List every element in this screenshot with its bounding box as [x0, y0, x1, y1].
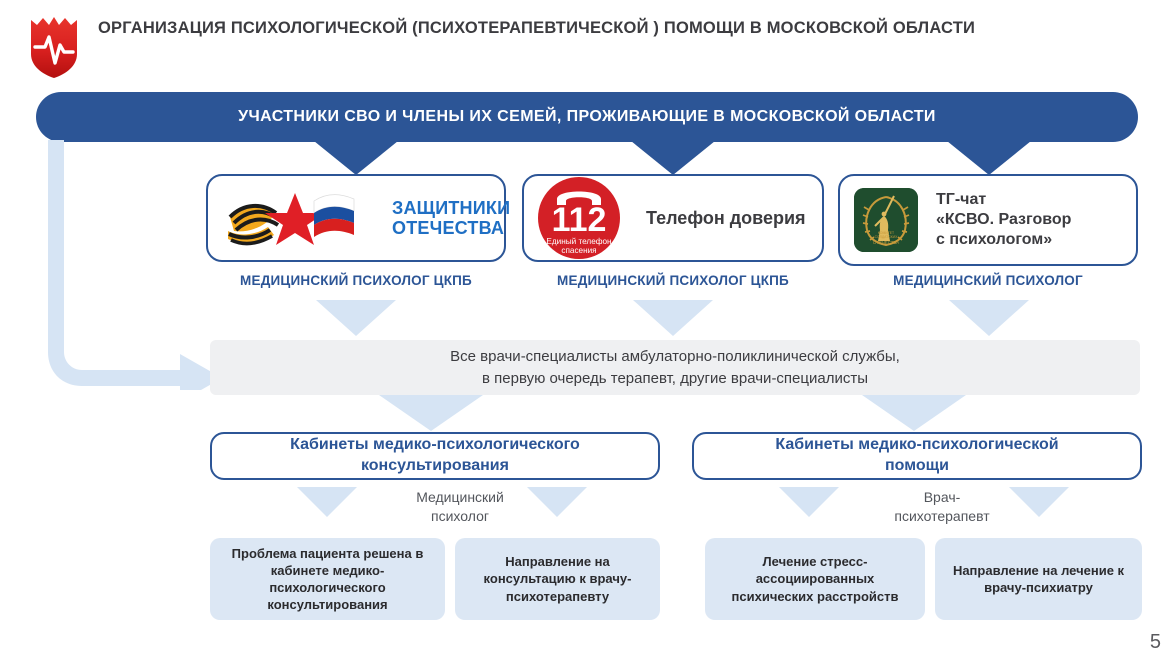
card-3-label: [936, 190, 1071, 250]
card-tg-chat-ksvo[interactable]: [838, 174, 1138, 266]
grey-band-line1: Все врачи-специалисты амбулаторно-поликлинической службы,: [450, 347, 900, 365]
branch-1-role-line2: психолог: [431, 507, 489, 524]
branch-1-box-text: [290, 435, 580, 477]
svg-text:КОМИТЕТ: КОМИТЕТ: [877, 231, 895, 235]
shield-heartbeat-icon: [28, 14, 80, 80]
card-1-label-line1: ЗАЩИТНИКИ: [392, 197, 511, 218]
svg-text:ОТЕЧЕСТВА: ОТЕЧЕСТВА: [872, 240, 900, 245]
branch-1-right-arrow-icon: [527, 487, 587, 517]
zashchitniki-otechestva-logo: [222, 187, 392, 249]
caption-card-2: МЕДИЦИНСКИЙ ПСИХОЛОГ ЦКПБ: [557, 273, 789, 288]
branch-1-role-label: [390, 488, 530, 526]
112-emergency-phone-icon: [536, 175, 622, 261]
card-1-label-line2: ОТЕЧЕСТВА: [392, 218, 505, 238]
112-number: 112: [551, 201, 607, 239]
branch-2-outcome-1: [705, 538, 925, 620]
branch-1-outcome-2: [455, 538, 660, 620]
slide-header: [28, 14, 1158, 80]
branch-1-box[interactable]: [210, 432, 660, 480]
branch-2-outcome-2: [935, 538, 1142, 620]
svg-text:СОЛДАТСКИХ: СОЛДАТСКИХ: [874, 235, 898, 239]
banner-arrow-3-icon: [947, 141, 1031, 175]
card-3-label-line2: «КСВО. Разговор: [936, 210, 1072, 228]
card-telefon-doveriya[interactable]: [522, 174, 824, 262]
branch-2-outcome-2-text: Направление на лечение к врачу-психиатру: [952, 562, 1125, 595]
card-3-down-arrow-icon: [949, 300, 1029, 336]
branch-2-role-line1: Врач-: [923, 489, 961, 505]
grey-band-all-specialists: [210, 340, 1140, 395]
grey-band-line2: в первую очередь терапевт, другие врачи-специалисты: [482, 369, 868, 387]
branch-2-left-arrow-icon: [779, 487, 839, 517]
grey-to-branch-2-arrow-icon: [862, 395, 966, 431]
top-banner: [36, 92, 1138, 142]
card-3-label-line3: с психологом»: [936, 231, 1053, 249]
card-3-label-line1: ТГ-чат: [936, 190, 987, 208]
banner-arrow-2-icon: [631, 141, 715, 175]
card-2-label: Телефон доверия: [646, 207, 806, 228]
card-1-down-arrow-icon: [316, 300, 396, 336]
branch-2-box-line1: Кабинеты медико-психологической: [775, 436, 1059, 454]
svg-text:Единый телефон: Единый телефон: [546, 237, 612, 246]
top-banner-text: УЧАСТНИКИ СВО И ЧЛЕНЫ ИХ СЕМЕЙ, ПРОЖИВАЮЩИЕ В МОСКОВСКОЙ ОБЛАСТИ: [238, 108, 936, 125]
grey-band-text: [450, 346, 900, 390]
banner-arrow-1-icon: [314, 141, 398, 175]
page-number: 5: [1149, 631, 1161, 653]
branch-2-role-line2: психотерапевт: [894, 507, 990, 524]
left-elbow-arrow-icon: [44, 140, 214, 390]
page-title: ОРГАНИЗАЦИЯ ПСИХОЛОГИЧЕСКОЙ (ПСИХОТЕРАПЕВТИЧЕСКОЙ ) ПОМОЩИ В МОСКОВСКОЙ ОБЛАСТИ: [98, 19, 976, 37]
grey-to-branch-1-arrow-icon: [379, 395, 483, 431]
caption-card-1: МЕДИЦИНСКИЙ ПСИХОЛОГ ЦКПБ: [240, 273, 472, 288]
branch-2-box-line2: помощи: [885, 457, 949, 474]
branch-1-outcome-2-text: Направление на консультацию к врачу-психотерапевту: [483, 554, 632, 604]
branch-2-outcome-1-text: Лечение стресс-ассоциированных психических расстройств: [731, 554, 899, 604]
branch-2-box[interactable]: [692, 432, 1142, 480]
card-1-label: [392, 198, 510, 238]
caption-card-3: МЕДИЦИНСКИЙ ПСИХОЛОГ: [893, 273, 1083, 288]
branch-1-box-line2: консультирования: [360, 457, 509, 474]
branch-1-role-line1: Медицинский: [416, 489, 504, 505]
ksvo-motherland-statue-icon: [854, 188, 918, 252]
branch-2-role-label: [872, 488, 1012, 526]
card-zashchitniki-otechestva[interactable]: [206, 174, 511, 262]
branch-1-outcome-1-text: Проблема пациента решена в кабинете медико-психологического консультирования: [231, 545, 424, 613]
branch-2-right-arrow-icon: [1009, 487, 1069, 517]
branch-1-outcome-1: [210, 538, 445, 620]
branch-1-box-line1: Кабинеты медико-психологического: [290, 436, 580, 454]
branch-1-left-arrow-icon: [297, 487, 357, 517]
card-2-down-arrow-icon: [633, 300, 713, 336]
branch-2-box-text: [775, 435, 1058, 477]
svg-text:спасения: спасения: [561, 246, 597, 255]
